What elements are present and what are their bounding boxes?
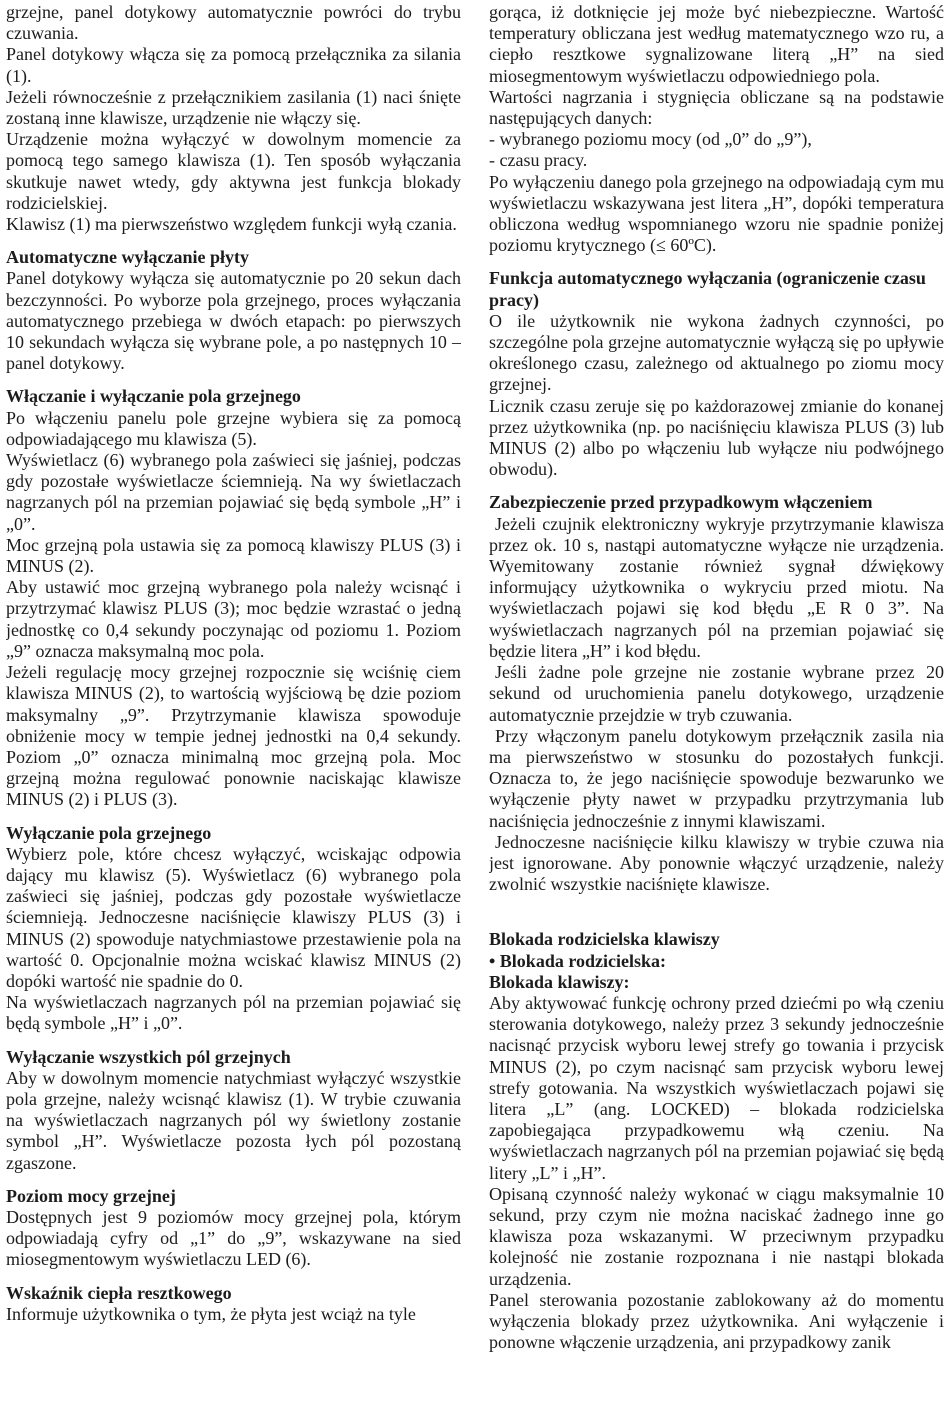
paragraph: Jeżeli czujnik elektroniczny wykryje przytrzymanie klawisza przez ok. 10 s, nastąpi automatyczne wyłącze nie urządzenia. Wyemitowany zostanie również sygnał dźwiękowy informujący użytkownika o wykryciu przed miotu. Na wyświetlaczach pojawi się kod błędu „E R 0 3”. Na wyświetlaczach nagrzanych pól na przemian pojawiać się będzie litera „H” i kod błędu. [489,513,944,661]
paragraph: Aby aktywować funkcję ochrony przed dziećmi po włą czeniu sterowania dotykowego, należy przez 3 sekundy jednocześnie nacisnąć przycisk wyboru lewej strefy go towania i przycisk MINUS (2), po czym nacisnąć sam przycisk wyboru lewej strefy gotowania. Na wszystkich wyświetlaczach pojawi się litera „L” (ang. LOCKED) – blokada rodzicielska zapobiegająca przypadkowemu włą czeniu. Na wyświetlaczach nagrzanych pól na przemian pojawiać się będą litery „L” i „H”. [489,992,944,1183]
paragraph: Informuje użytkownika o tym, że płyta jest wciąż na tyle [6,1303,416,1324]
section-heading-zone-on-off: Włączanie i wyłączanie pola grzejnego [6,386,301,407]
paragraph: Przy włączonym panelu dotykowym przełącznik zasila nia ma pierwszeństwo w stosunku do pozostałych funkcji. Oznacza to, że jego naciśnięcie spowoduje bezwarunko we wyłączenie płyty nawet w przypadku przytrzymania lub naciśnięcia jednocześnie z innymi klawiszami. [489,725,944,831]
right-column [489,2,944,1406]
section-heading-timer: Funkcja automatycznego wyłączania (ograniczenie czasu pracy) [489,268,926,310]
paragraph: Na wyświetlaczach nagrzanych pól na przemian pojawiać się będą symbole „H” i „0”. [6,992,461,1034]
paragraph: Jeżeli równocześnie z przełącznikiem zasilania (1) naci śnięte zostaną inne klawisze, urządzenie nie włączy się. [6,86,461,129]
paragraph: Moc grzejną pola ustawia się za pomocą klawiszy PLUS (3) i MINUS (2). [6,534,461,577]
paragraph: Panel dotykowy wyłącza się automatycznie po 20 sekun dach bezczynności. Po wyborze pola grzejnego, proces wyłączania automatycznego przebiega w dwóch etapach: po pierwszych 10 sekundach wyłącza się wybrane pole, a po następnych 10 – panel dotykowy. [6,268,461,374]
paragraph: Wyświetlacz (6) wybranego pola zaświeci się jaśniej, podczas gdy pozostałe wyświetlacze ściemnieją. Na wy świetlaczach nagrzanych pól na przemian pojawiać się będą symbole „H” i „0”. [6,450,461,534]
paragraph: Panel dotykowy włącza się za pomocą przełącznika za silania (1). [6,44,461,86]
paragraph: Po włączeniu panelu pole grzejne wybiera się za pomocą odpowiadającego mu klawisza (5). [6,407,461,449]
paragraph: Panel sterowania pozostanie zablokowany aż do momentu wyłączenia blokady przez użytkownika. Ani wyłączenie i ponowne włączenie urządzenia, ani przypadkowy zanik [489,1289,944,1353]
section-heading-accidental-protection: Zabezpieczenie przed przypadkowym włączeniem [489,492,873,513]
list-item: - czasu pracy. [489,150,588,171]
subheading-child-lock: • Blokada rodzicielska: [489,950,666,971]
paragraph: Jeśli żadne pole grzejne nie zostanie wybrane przez 20 sekund od uruchomienia panelu dotykowego, urządzenie automatycznie przejdzie w tryb czuwania. [489,662,944,725]
paragraph: Jeżeli regulację mocy grzejnej rozpocznie się wciśnię ciem klawisza MINUS (2), to wartością wyjściową bę dzie poziom maksymalny „9”. Przytrzymanie klawisza spowoduje obniżenie mocy w tempie jednej jednostki na 0,4 sekundy. Poziom „0” oznacza minimalną moc grzejną pola. Moc grzejną można regulować ponownie naciskając klawisze MINUS (2) i PLUS (3). [6,662,461,810]
section-heading-residual-heat: Wskaźnik ciepła resztkowego [6,1282,232,1303]
paragraph: gorąca, iż dotknięcie jej może być niebezpieczne. Wartość temperatury obliczana jest według matematycznego wzo ru, a ciepło resztkowe sygnalizowane literą „H” na sied miosegmentowym wyświetlaczu odpowiedniego pola. [489,2,944,86]
left-column [6,2,461,1406]
paragraph: Wybierz pole, które chcesz wyłączyć, wciskając odpowia dający mu klawisz (5). Wyświetlacz (6) wybranego pola zaświeci się jaśniej, podczas gdy pozostałe wyświetlacze ściemnieją. Jednoczesne naciśnięcie klawiszy PLUS (3) i MINUS (2) spowoduje natychmiastowe przestawienie pola na wartość 0. Opcjonalnie można wciskać klawisz MINUS (2) dopóki wartość nie spadnie do 0. [6,843,461,991]
list-item: - wybranego poziomu mocy (od „0” do „9”), [489,129,812,150]
section-heading-all-off: Wyłączanie wszystkich pól grzejnych [6,1046,291,1067]
paragraph: Dostępnych jest 9 poziomów mocy grzejnej pola, którym odpowiadają cyfry od „1” do „9”, wskazywane na sied miosegmentowym wyświetlaczu LED (6). [6,1206,461,1270]
paragraph: Opisaną czynność należy wykonać w ciągu maksymalnie 10 sekund, przy czym nie można naciskać żadnego inne go klawisza poza wskazanymi. W przeciwnym przypadku kolejność nie zostanie rozpoznana i nie nastąpi blokada urządzenia. [489,1183,944,1289]
paragraph: Licznik czasu zeruje się po każdorazowej zmianie do konanej przez użytkownika (np. po naciśnięciu klawisza PLUS (3) lub MINUS (2) albo po włączeniu lub wyłącze niu podwójnego obwodu). [489,395,944,480]
paragraph: grzejne, panel dotykowy automatycznie powróci do trybu czuwania. [6,2,461,44]
paragraph: Aby ustawić moc grzejną wybranego pola należy wcisnąć i przytrzymać klawisz PLUS (3); moc będzie wzrastać o jedną jednostkę co 0,4 sekundy poczynając od poziomu 1. Poziom „9” oznacza maksymalną moc pola. [6,577,461,661]
paragraph: Urządzenie można wyłączyć w dowolnym momencie za pomocą tego samego klawisza (1). Ten sposób wyłączania skutkuje nawet wtedy, gdy aktywna jest funkcja blokady rodzicielskiej. [6,129,461,213]
paragraph: Klawisz (1) ma pierwszeństwo względem funkcji wyłą czania. [6,214,457,235]
section-heading-power-level: Poziom mocy grzejnej [6,1185,176,1206]
section-heading-zone-off: Wyłączanie pola grzejnego [6,822,212,843]
section-heading-auto-off: Automatyczne wyłączanie płyty [6,247,249,268]
paragraph: Aby w dowolnym momencie natychmiast wyłączyć wszystkie pola grzejne, należy wcisnąć klawisz (1). W trybie czuwania na wyświetlaczach nagrzanych pól wy świetlony zostanie symbol „H”. Wyświetlacze pozosta łych pól pozostaną zgaszone. [6,1067,461,1173]
paragraph: Jednoczesne naciśnięcie kilku klawiszy w trybie czuwa nia jest ignorowane. Aby ponownie włączyć urządzenie, należy zwolnić wszystkie naciśnięte klawisze. [489,831,944,895]
paragraph: O ile użytkownik nie wykona żadnych czynności, po szczególne pola grzejne automatycznie wyłączą się po upływie określonego czasu, zależnego od aktualnego po ziomu mocy grzejnej. [489,310,944,395]
section-heading-child-lock: Blokada rodzicielska klawiszy [489,929,720,950]
paragraph: Po wyłączeniu danego pola grzejnego na odpowiadają cym mu wyświetlaczu wskazywana jest litera „H”, dopóki temperatura obliczona według wspomnianego wzoru nie spadnie poniżej poziomu krytycznego (≤ 60ºC). [489,171,944,256]
subheading-key-lock: Blokada klawiszy: [489,971,630,992]
paragraph: Wartości nagrzania i stygnięcia obliczane są na podstawie następujących danych: [489,86,944,129]
